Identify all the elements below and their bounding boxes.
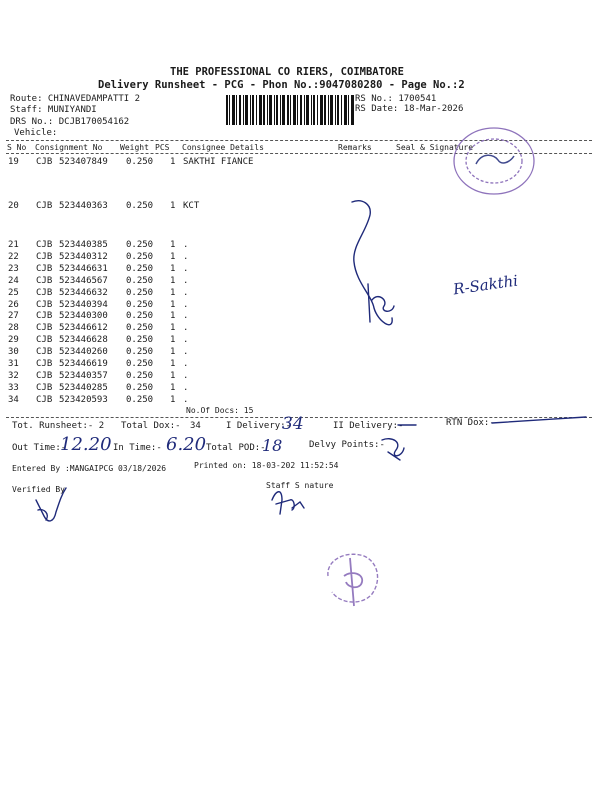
row-consignment-no: 523440285 — [59, 382, 108, 393]
staff-signature-scribble — [272, 492, 304, 514]
row-weight: 0.250 — [126, 359, 154, 369]
row-consignment-no: 523440394 — [59, 299, 108, 310]
col-consignee: Consignee Details — [182, 143, 264, 152]
row-sno: 24 — [8, 275, 19, 286]
row-sno: 26 — [8, 299, 19, 310]
entered-by: Entered By :MANGAIPCG 03/18/2026 — [12, 464, 167, 473]
row-weight: 0.250 — [126, 394, 154, 405]
row-consignment-no: 523446628 — [59, 335, 108, 346]
handwritten-out-time: 12.20 — [60, 434, 112, 455]
no-of-docs: No.Of Docs: 15 — [186, 406, 254, 415]
row-pcs: 1 — [170, 299, 176, 310]
row-pcs: 1 — [170, 201, 176, 211]
row-prefix: CJB — [36, 347, 53, 358]
handwritten-total-pod: 18 — [262, 436, 283, 455]
row-pcs: 1 — [170, 263, 176, 274]
row-sno: 34 — [8, 394, 19, 405]
row-consignee: . — [183, 311, 189, 322]
i-delivery-label: I Delivery:- — [226, 421, 292, 431]
handwritten-i-delivery: 34 — [282, 414, 304, 434]
row-consignment-no: 523420593 — [59, 394, 108, 405]
row-sno: 27 — [8, 311, 19, 322]
row-sno: 22 — [8, 251, 19, 262]
row-consignee: . — [183, 323, 189, 334]
row-consignment-no: 523446612 — [59, 323, 108, 334]
row-pcs: 1 — [170, 275, 176, 286]
row-prefix: CJB — [36, 251, 53, 262]
row-prefix: CJB — [36, 240, 53, 250]
row-sno: 28 — [8, 323, 19, 334]
handwritten-receiver-remark: R-Sakthi — [452, 271, 520, 299]
row-sno: 31 — [8, 359, 19, 369]
out-time-label: Out Time:- — [12, 443, 67, 453]
verified-by-signature — [36, 488, 66, 521]
col-seal: Seal & Signature — [396, 143, 474, 152]
row-prefix: CJB — [36, 382, 53, 393]
row-consignment-no: 523440357 — [59, 370, 108, 381]
row-consignee: . — [183, 240, 189, 250]
row-consignment-no: 523440385 — [59, 240, 108, 250]
tot-runsheet: Tot. Runsheet:- 2 — [12, 421, 105, 431]
row-consignee: . — [183, 263, 189, 274]
delvy-points-scribble — [382, 439, 404, 460]
printed-on: Printed on: 18-03-202 11:52:54 — [194, 461, 339, 470]
row-sno: 29 — [8, 335, 19, 346]
row-sno: 25 — [8, 287, 19, 298]
row-weight: 0.250 — [126, 335, 154, 346]
row-consignee: . — [183, 394, 189, 405]
row-pcs: 1 — [170, 370, 176, 381]
row-pcs: 1 — [170, 335, 176, 346]
row-consignee: . — [183, 251, 189, 262]
row-pcs: 1 — [170, 323, 176, 334]
col-weight: Weight — [120, 143, 149, 152]
row-weight: 0.250 — [126, 347, 154, 358]
col-pcs: PCS — [155, 143, 170, 152]
row-consignment-no: 523446619 — [59, 359, 108, 369]
row-sno: 23 — [8, 263, 19, 274]
total-dox-label: Total Dox:- — [121, 421, 181, 431]
row-pcs: 1 — [170, 251, 176, 262]
row-weight: 0.250 — [126, 370, 154, 381]
row-weight: 0.250 — [126, 323, 154, 334]
row-sno: 19 — [8, 157, 19, 167]
row-prefix: CJB — [36, 323, 53, 334]
total-pod-label: Total POD:- — [206, 443, 266, 453]
row-consignee: KCT — [183, 201, 200, 211]
row-pcs: 1 — [170, 240, 176, 250]
row-consignee: . — [183, 275, 189, 286]
row-weight: 0.250 — [126, 299, 154, 310]
row-weight: 0.250 — [126, 201, 154, 211]
handwritten-in-time: 6.20 — [166, 434, 207, 455]
staff-label: Staff: MUNIYANDI — [10, 105, 97, 115]
row-consignment-no: 523446567 — [59, 275, 108, 286]
row-consignment-no: 523440300 — [59, 311, 108, 322]
row-weight: 0.250 — [126, 275, 154, 286]
row-consignee: . — [183, 347, 189, 358]
row-weight: 0.250 — [126, 382, 154, 393]
row-prefix: CJB — [36, 299, 53, 310]
rtn-dox-label: RTN Dox:- — [446, 418, 495, 428]
staff-signature-label: Staff S nature — [266, 481, 334, 490]
col-sno: S No — [7, 143, 27, 152]
row-pcs: 1 — [170, 157, 176, 167]
row-consignment-no: 523440363 — [59, 201, 108, 211]
remarks-signature-bracket — [352, 201, 392, 325]
row-sno: 21 — [8, 240, 19, 250]
row-sno: 20 — [8, 201, 19, 211]
rtn-dox-stroke — [492, 417, 586, 423]
row-pcs: 1 — [170, 359, 176, 369]
row-prefix: CJB — [36, 335, 53, 346]
total-dox-value: 34 — [190, 421, 201, 431]
verification-stamp — [316, 546, 390, 612]
col-remarks: Remarks — [338, 143, 372, 152]
ii-delivery-label: II Delivery:- — [333, 421, 404, 431]
row-consignee: . — [183, 299, 189, 310]
row-weight: 0.250 — [126, 251, 154, 262]
row-prefix: CJB — [36, 359, 53, 369]
row-sno: 30 — [8, 347, 19, 358]
row-pcs: 1 — [170, 287, 176, 298]
row-consignment-no: 523446631 — [59, 263, 108, 274]
rs-number: RS No.: 1700541 — [355, 94, 437, 104]
row-prefix: CJB — [36, 311, 53, 322]
row-prefix: CJB — [36, 275, 53, 286]
row-weight: 0.250 — [126, 287, 154, 298]
col-consignment: Consignment No — [35, 143, 103, 152]
row-consignment-no: 523440260 — [59, 347, 108, 358]
seal-stamp — [448, 124, 540, 198]
in-time-label: In Time:- — [113, 443, 162, 453]
row-consignee: . — [183, 370, 189, 381]
row-pcs: 1 — [170, 311, 176, 322]
vehicle-label: Vehicle: — [14, 128, 58, 138]
row-pcs: 1 — [170, 382, 176, 393]
row-weight: 0.250 — [126, 240, 154, 250]
runsheet-title: Delivery Runsheet - PCG - Phon No.:9047080280 - Page No.:2 — [98, 79, 465, 91]
row-consignment-no: 523440312 — [59, 251, 108, 262]
row-pcs: 1 — [170, 347, 176, 358]
delvy-points-label: Delvy Points:- — [309, 440, 385, 450]
row-consignee: . — [183, 287, 189, 298]
row-consignee: . — [183, 335, 189, 346]
row-prefix: CJB — [36, 157, 53, 167]
row-sno: 32 — [8, 370, 19, 381]
row-weight: 0.250 — [126, 263, 154, 274]
row-prefix: CJB — [36, 287, 53, 298]
route-label: Route: CHINAVEDAMPATTI 2 — [10, 94, 141, 104]
row-weight: 0.250 — [126, 311, 154, 322]
row-prefix: CJB — [36, 394, 53, 405]
row-prefix: CJB — [36, 370, 53, 381]
company-title: THE PROFESSIONAL CO RIERS, COIMBATORE — [170, 66, 404, 78]
drs-number: DRS No.: DCJB170054162 — [10, 117, 130, 127]
row-pcs: 1 — [170, 394, 176, 405]
verified-by-label: Verified By — [12, 485, 65, 494]
row-prefix: CJB — [36, 263, 53, 274]
row-prefix: CJB — [36, 201, 53, 211]
row-consignee: . — [183, 359, 189, 369]
row-consignment-no: 523407849 — [59, 157, 108, 167]
row-consignee: . — [183, 382, 189, 393]
row-sno: 33 — [8, 382, 19, 393]
row-consignee: SAKTHI FIANCE — [183, 157, 254, 167]
row-consignment-no: 523446632 — [59, 287, 108, 298]
rs-date: RS Date: 18-Mar-2026 — [355, 104, 464, 114]
row-weight: 0.250 — [126, 157, 154, 167]
